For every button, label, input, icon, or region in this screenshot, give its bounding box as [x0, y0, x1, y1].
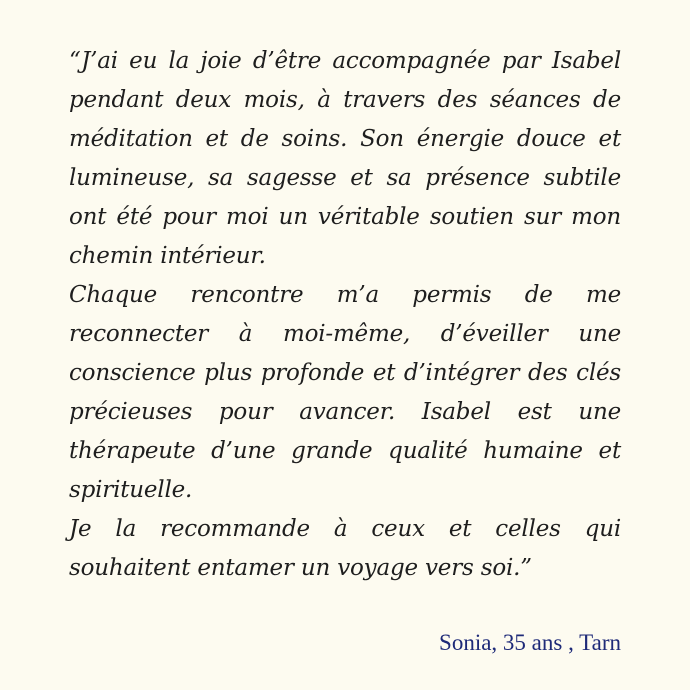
testimonial-quote: [69, 42, 621, 588]
quote-paragraph: Chaque rencontre m’a permis de me reconnecter à moi-même, d’éveiller une conscience plus profonde et d’intégrer des clés précieuses pour avancer. Isabel est une thérapeute d’une grande qualité humaine et spirituelle.: [69, 282, 621, 503]
testimonial-author: Sonia, 35 ans , Tarn: [439, 630, 621, 655]
quote-paragraph: “J’ai eu la joie d’être accompagnée par Isabel pendant deux mois, à travers des séances de méditation et de soins. Son énergie douce et lumineuse, sa sagesse et sa présence subtile ont été pour moi un véritable soutien sur mon chemin intérieur.: [69, 48, 621, 269]
quote-paragraph: Je la recommande à ceux et celles qui souhaitent entamer un voyage vers soi.”: [69, 516, 621, 581]
